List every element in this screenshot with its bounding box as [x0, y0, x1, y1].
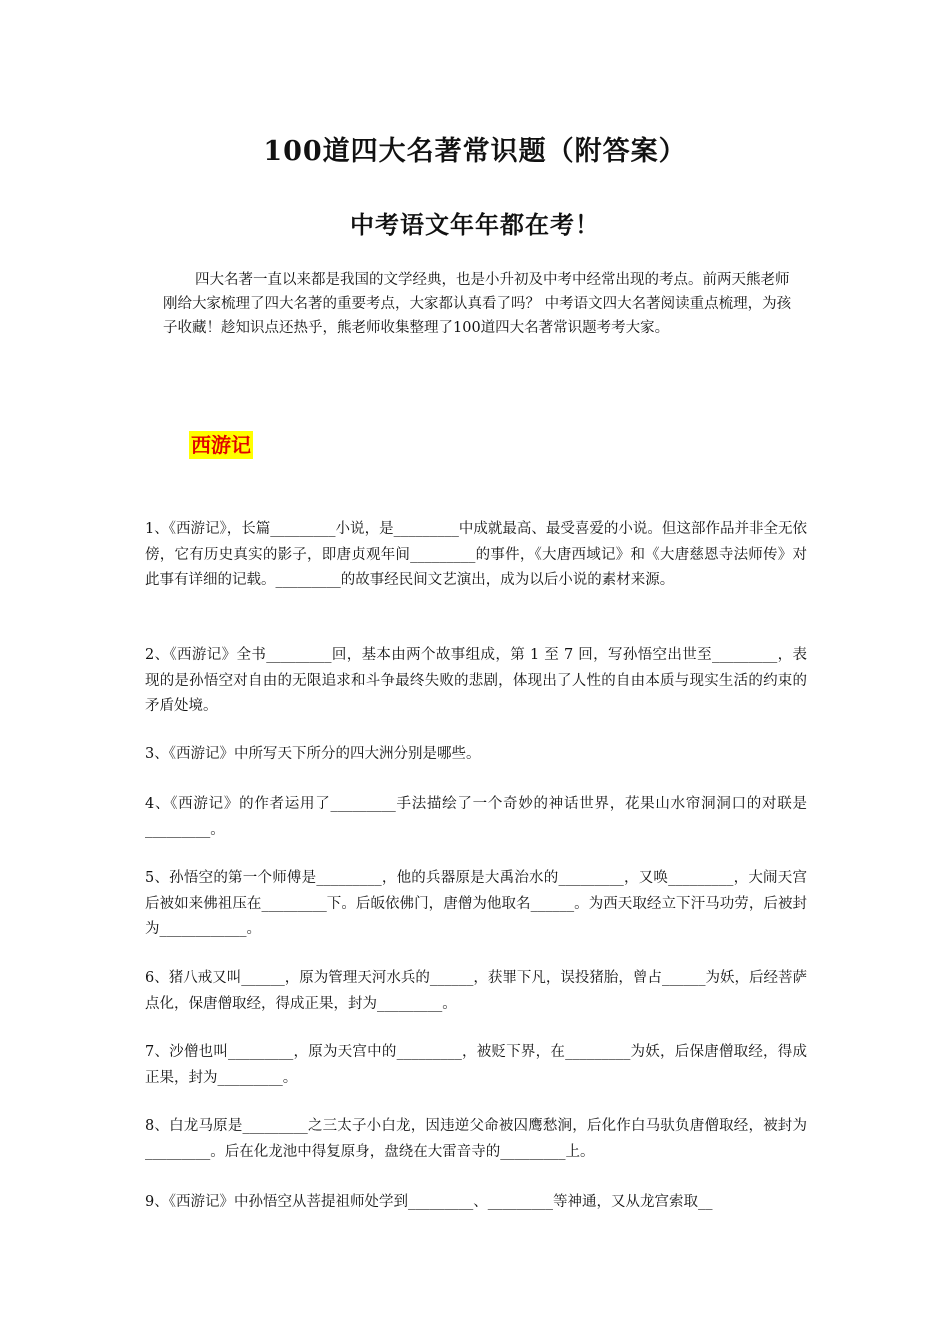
- question-6: 6、猪八戒又叫______，原为管理天河水兵的______，获罪下凡，误投猪胎，曾占______为妖，后经菩萨点化，保唐僧取经，得成正果，封为_________。: [145, 970, 807, 1012]
- question-4: 4、《西游记》的作者运用了_________手法描绘了一个奇妙的神话世界，花果山水帘洞洞口的对联是_________。: [145, 796, 807, 838]
- question-3: 3、《西游记》中所写天下所分的四大洲分别是哪些。: [145, 746, 481, 762]
- question-9: 9、《西游记》中孙悟空从菩提祖师处学到_________、_________等神通，又从龙宫索取__: [145, 1194, 713, 1210]
- question-8: 8、白龙马原是_________之三太子小白龙，因违逆父命被囚鹰愁涧，后化作白马驮负唐僧取经，被封为_________。后在化龙池中得复原身，盘绕在大雷音寺的_________上。: [145, 1118, 807, 1160]
- question-5: 5、孙悟空的第一个师傅是_________，他的兵器原是大禹治水的_________，又唤_________，大闹天宫后被如来佛祖压在_________下。后皈依佛门，唐僧为他取名______。为西天取经立下汗马功劳，后被封为____________。: [145, 870, 807, 937]
- question-7: 7、沙僧也叫_________，原为天宫中的_________，被贬下界，在_________为妖，后保唐僧取经，得成正果，封为_________。: [145, 1044, 807, 1086]
- document-subtitle: 中考语文年年都在考！: [350, 210, 600, 239]
- intro-paragraph: 四大名著一直以来都是我国的文学经典，也是小升初及中考中经常出现的考点。前两天熊老师刚给大家梳理了四大名著的重要考点，大家都认真看了吗？ 中考语文四大名著阅读重点梳理，为孩子收藏！趁知识点还热乎，熊老师收集整理了100道四大名著常识题考考大家。: [163, 272, 792, 336]
- question-1: 1、《西游记》，长篇_________小说，是_________中成就最高、最受喜爱的小说。但这部作品并非全无依傍，它有历史真实的影子，即唐贞观年间_________的事件，《大唐西域记》和《大唐慈恩寺法师传》对此事有详细的记载。_________的故事经民间文艺演出，成为以后小说的素材来源。: [145, 521, 807, 588]
- section-heading-xiyouji: 西游记: [191, 433, 251, 457]
- document-title: 100道四大名著常识题（附答案）: [263, 136, 687, 167]
- question-2: 2、《西游记》全书_________回，基本由两个故事组成，第 1 至 7 回，写孙悟空出世至_________，表现的是孙悟空对自由的无限追求和斗争最终失败的悲剧，体现出了人性的自由本质与现实生活的约束的矛盾处境。: [145, 647, 807, 714]
